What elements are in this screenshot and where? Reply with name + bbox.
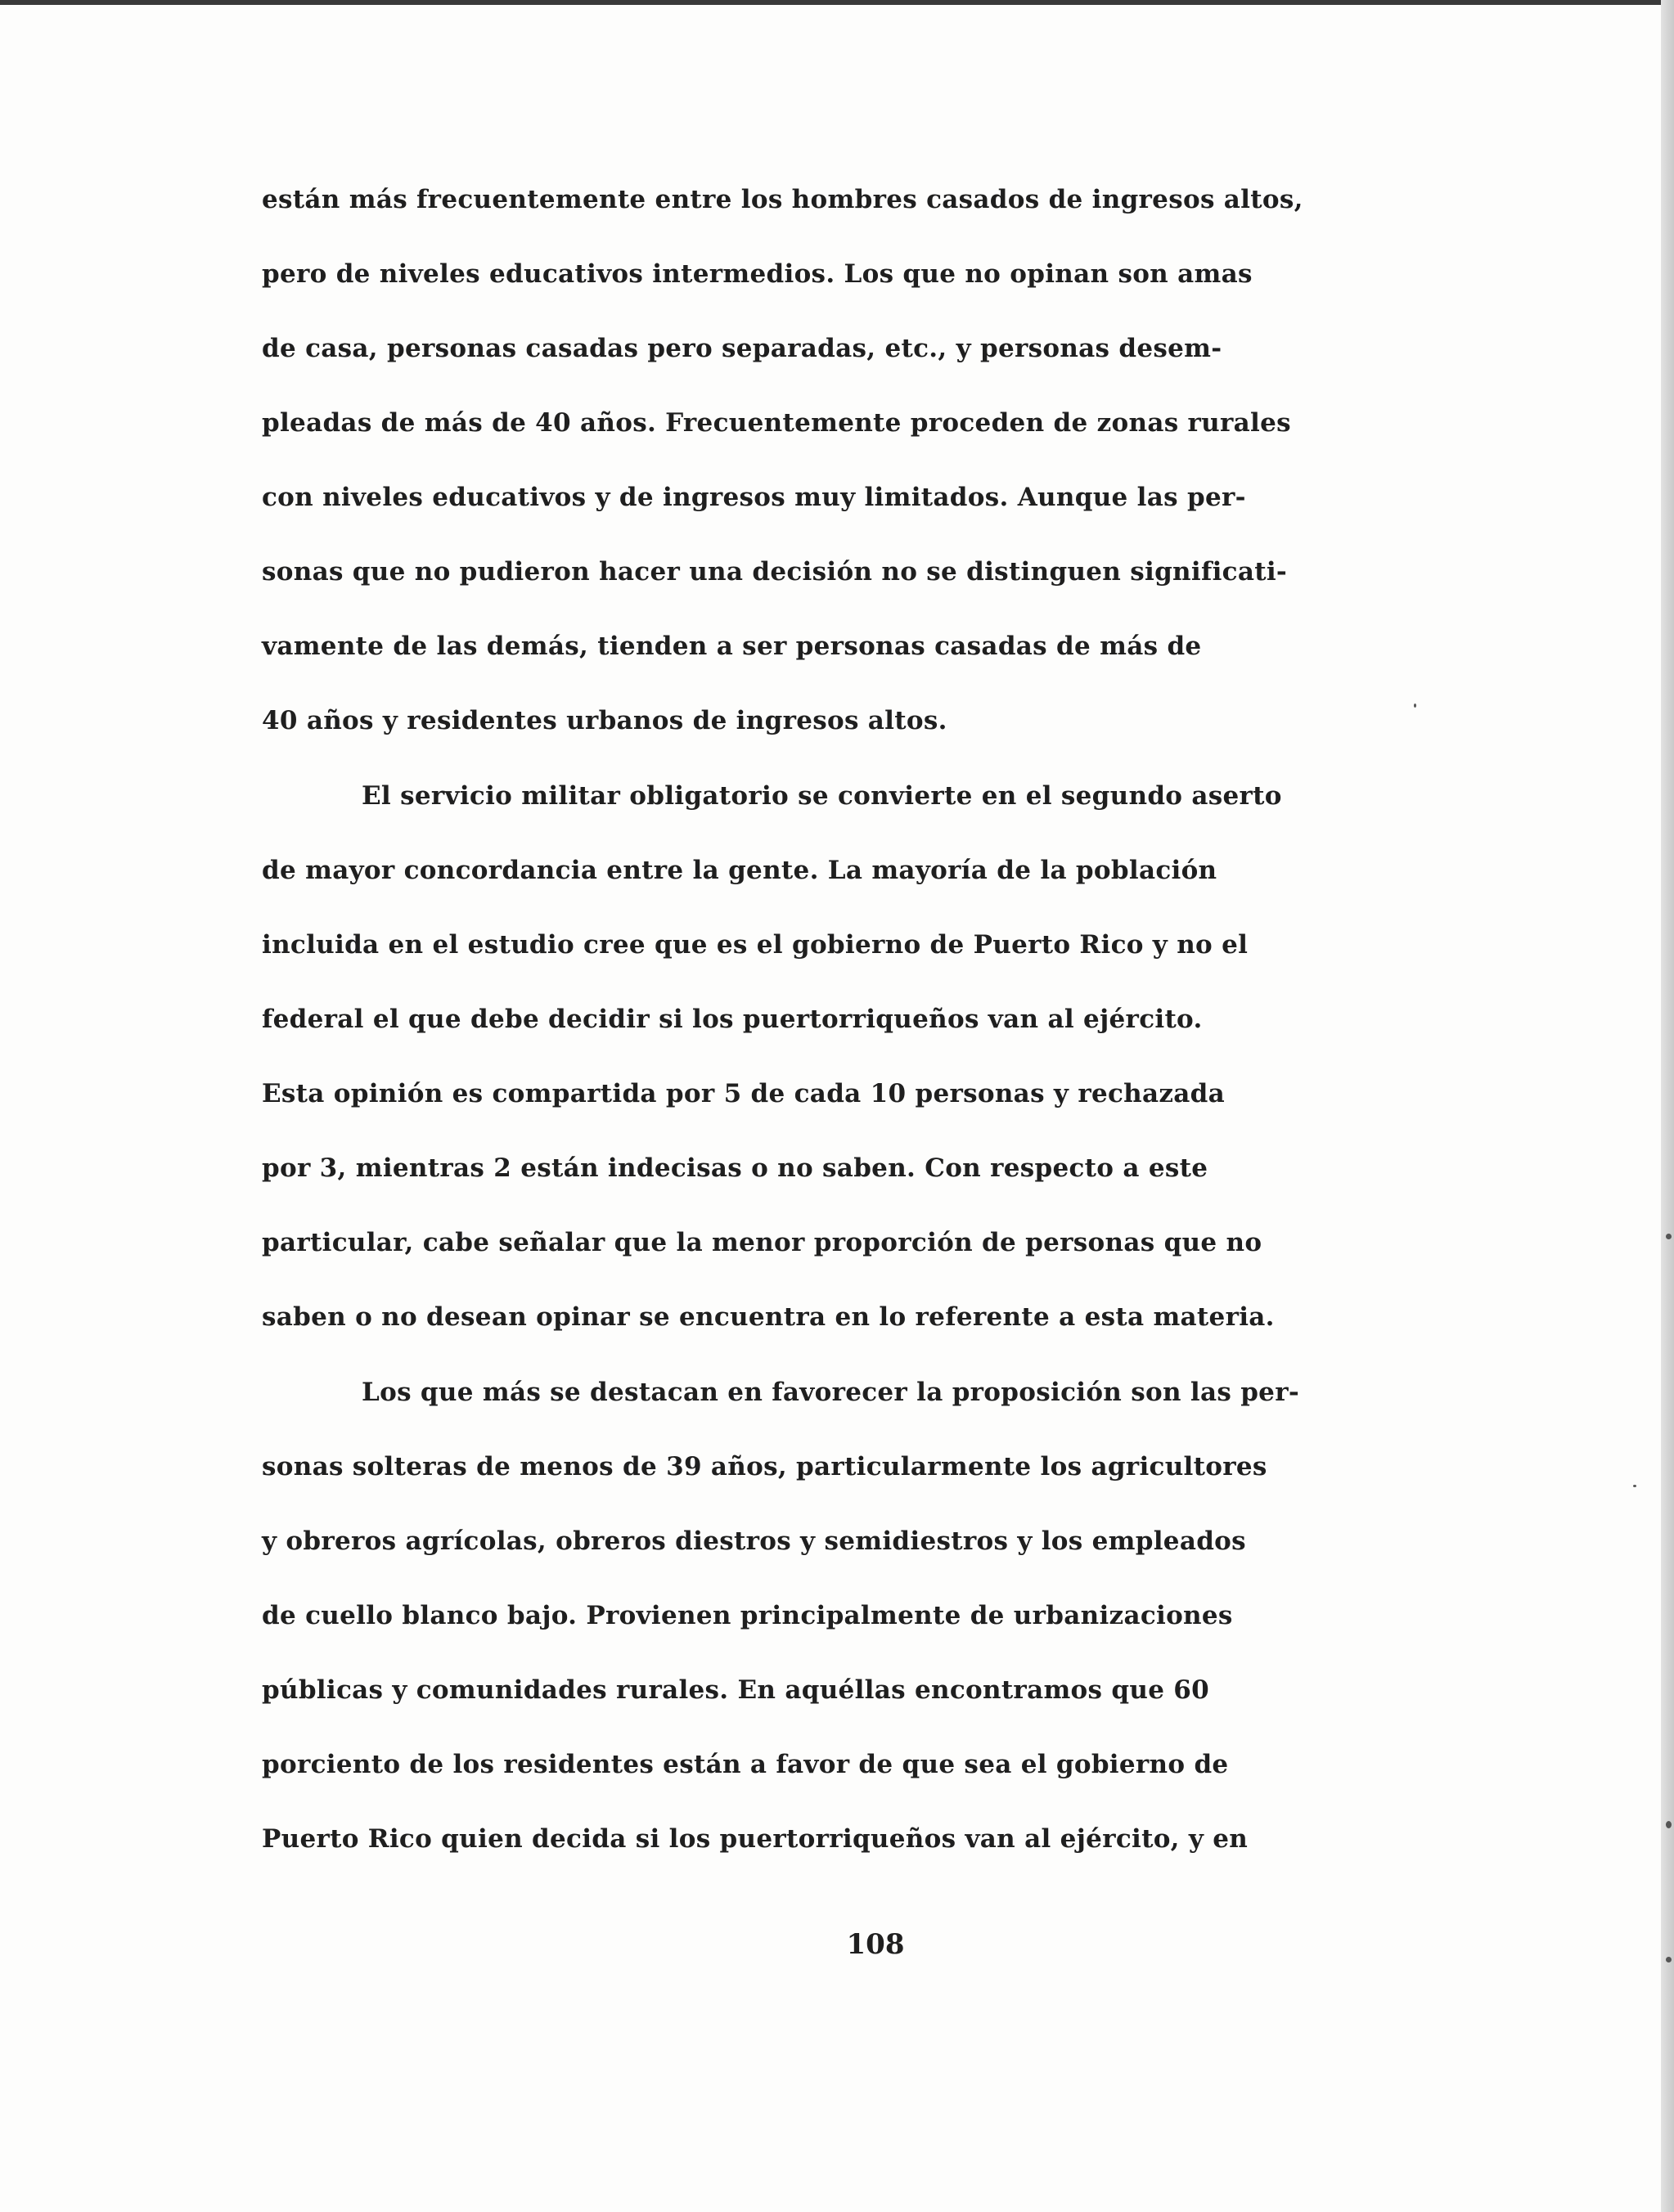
text-line: porciento de los residentes están a favor de que sea el gobierno de [262,1750,1229,1779]
page-number: 108 [846,1928,905,1961]
text-line: Los que más se destacan en favorecer la proposición son las per- [362,1378,1299,1407]
text-line: incluida en el estudio cree que es el gobierno de Puerto Rico y no el [262,930,1249,960]
scan-speck [1666,1957,1672,1962]
right-scan-edge [1661,0,1674,2212]
scan-speck [1666,1234,1672,1239]
text-line: particular, cabe señalar que la menor proporción de personas que no [262,1228,1262,1257]
text-line: Esta opinión es compartida por 5 de cada 10 personas y rechazada [262,1079,1226,1108]
text-line: con niveles educativos y de ingresos muy limitados. Aunque las per- [262,483,1246,512]
text-line: por 3, mientras 2 están indecisas o no saben. Con respecto a este [262,1153,1208,1183]
scan-speck [1414,704,1416,708]
text-line: de mayor concordancia entre la gente. La mayoría de la población [262,856,1217,885]
text-line: de casa, personas casadas pero separadas, etc., y personas desem- [262,334,1222,363]
text-line: El servicio militar obligatorio se convierte en el segundo aserto [362,781,1282,811]
text-line: Puerto Rico quien decida si los puertorriqueños van al ejército, y en [262,1824,1249,1854]
text-line: federal el que debe decidir si los puertorriqueños van al ejército. [262,1005,1203,1034]
text-line: públicas y comunidades rurales. En aquéllas encontramos que 60 [262,1675,1210,1705]
text-line: pleadas de más de 40 años. Frecuentemente proceden de zonas rurales [262,408,1291,438]
text-line: saben o no desean opinar se encuentra en lo referente a esta materia. [262,1302,1275,1332]
text-line: vamente de las demás, tienden a ser personas casadas de más de [262,632,1202,661]
top-scan-edge [0,0,1674,5]
text-line: sonas solteras de menos de 39 años, particularmente los agricultores [262,1452,1267,1481]
text-line: están más frecuentemente entre los hombres casados de ingresos altos, [262,185,1303,214]
text-line: 40 años y residentes urbanos de ingresos altos. [262,706,947,735]
text-line: pero de niveles educativos intermedios. Los que no opinan son amas [262,259,1253,289]
text-line: y obreros agrícolas, obreros diestros y semidiestros y los empleados [262,1526,1246,1556]
body-text [262,175,1432,1889]
scan-speck [1633,1485,1636,1487]
text-line: de cuello blanco bajo. Provienen principalmente de urbanizaciones [262,1601,1233,1630]
text-line: sonas que no pudieron hacer una decisión no se distinguen significati- [262,557,1288,587]
scan-speck [1666,1821,1672,1828]
